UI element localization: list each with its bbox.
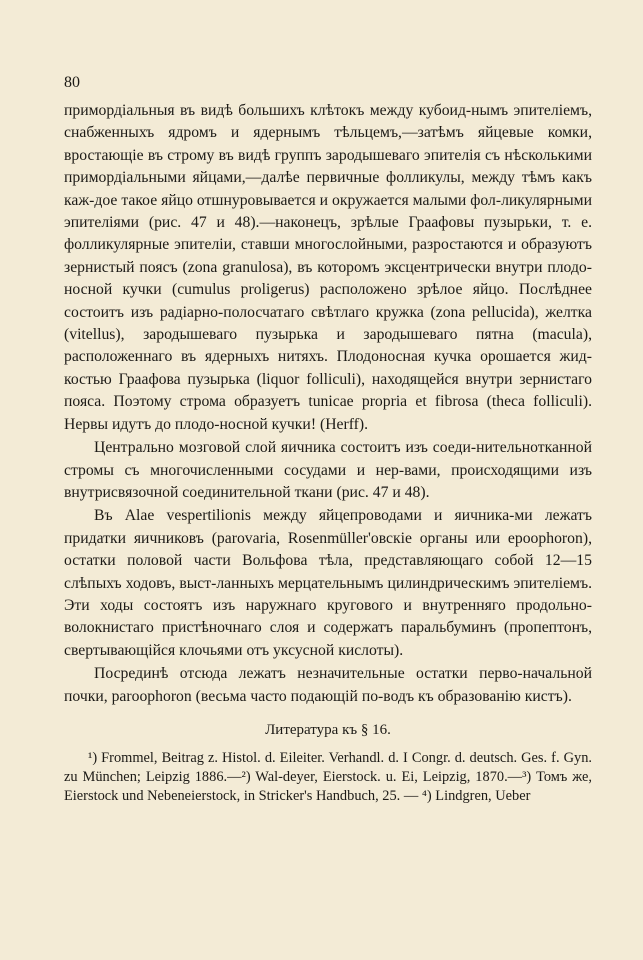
paragraph-ovarian-follicles: примордiальныя въ видѣ большихъ клѣтокъ между кубоид-нымъ эпителiемъ, снабженныхъ ядромъ и ядернымъ тѣльцемъ,—затѣмъ яйцевые комки, вростающiе въ строму въ видѣ группъ зародышеваго эпителiя съ нѣсколькими примордiальными яйцами,—далѣе первичные фолликулы, между тѣмъ какъ каж-дое такое яйцо отшнуровывается и окружается малыми фол-ликулярными эпителiями (рис. 47 и 48).—наконецъ, зрѣлые Граафовы пузырьки, т. е. фолликулярные эпителiи, ставши многослойными, разростаются и образуютъ зернистый поясъ (zona granulosa), въ которомъ эксцентрически внутри плодо-носной кучки (cumulus proligerus) расположено зрѣлое яйцо. Послѣднее состоитъ изъ радiарно-полосчатаго свѣтлаго кружка (zona pellucida), желтка (vitellus), зародышеваго пузырька и зародышеваго пятна (macula), расположеннаго въ ядерныхъ нитяхъ. Плодоносная кучка орошается жид-костью Граафова пузырька (liquor folliculi), находящейся внутри зернистаго пояса. Поэтому строма образуетъ tunicae propria et fibrosa (theca folliculi). Нервы идутъ до плодо-носной кучки! (Herff). (64, 102, 592, 433)
main-text (64, 100, 592, 806)
page-number: 80 (64, 74, 80, 91)
footnotes: ¹) Frommel, Beitrag z. Histol. d. Eileiter. Verhandl. d. I Congr. d. deutsch. Ges. f. Gyn. zu München; Leipzig 1886.—²) Wal-deyer, Eierstock. u. Ei, Leipzig, 1870.—³) Томъ же, Eierstock und Nebeneierstock, in Stricker's Handbuch, 25. — ⁴) Lindgren, Ueber (64, 749, 592, 804)
paragraph-parovaria: Въ Alae vespertilionis между яйцепроводами и яичника-ми лежатъ придатки яичниковъ (parovaria, Rosenmüller'овскiе органы или epoophoron), остатки половой части Вольфова тѣла, представляющаго собой 12—15 слѣпыхъ ходовъ, выст-ланныхъ мерцательнымъ цилиндрическимъ эпителiемъ. Эти ходы состоятъ изъ наружнаго кругового и внутренняго продольно-волокнистаго пристѣночнаго слоя и содержатъ паральбуминъ (пропептонъ, свертывающiйся клочьями отъ уксусной кислоты). (64, 507, 592, 659)
literature-heading: Литература къ § 16. (265, 721, 391, 738)
paragraph-paroophoron: Посрединѣ отсюда лежатъ незначительные остатки перво-начальной почки, paroophoron (весьма часто подающiй по-водъ къ образованiю кистъ). (64, 665, 592, 705)
paragraph-medullary-layer: Центрально мозговой слой яичника состоитъ изъ соеди-нительнотканной стромы съ многочисленными сосудами и нер-вами, происходящими изъ внутрисвязочной соединительной ткани (рис. 47 и 48). (64, 439, 592, 501)
